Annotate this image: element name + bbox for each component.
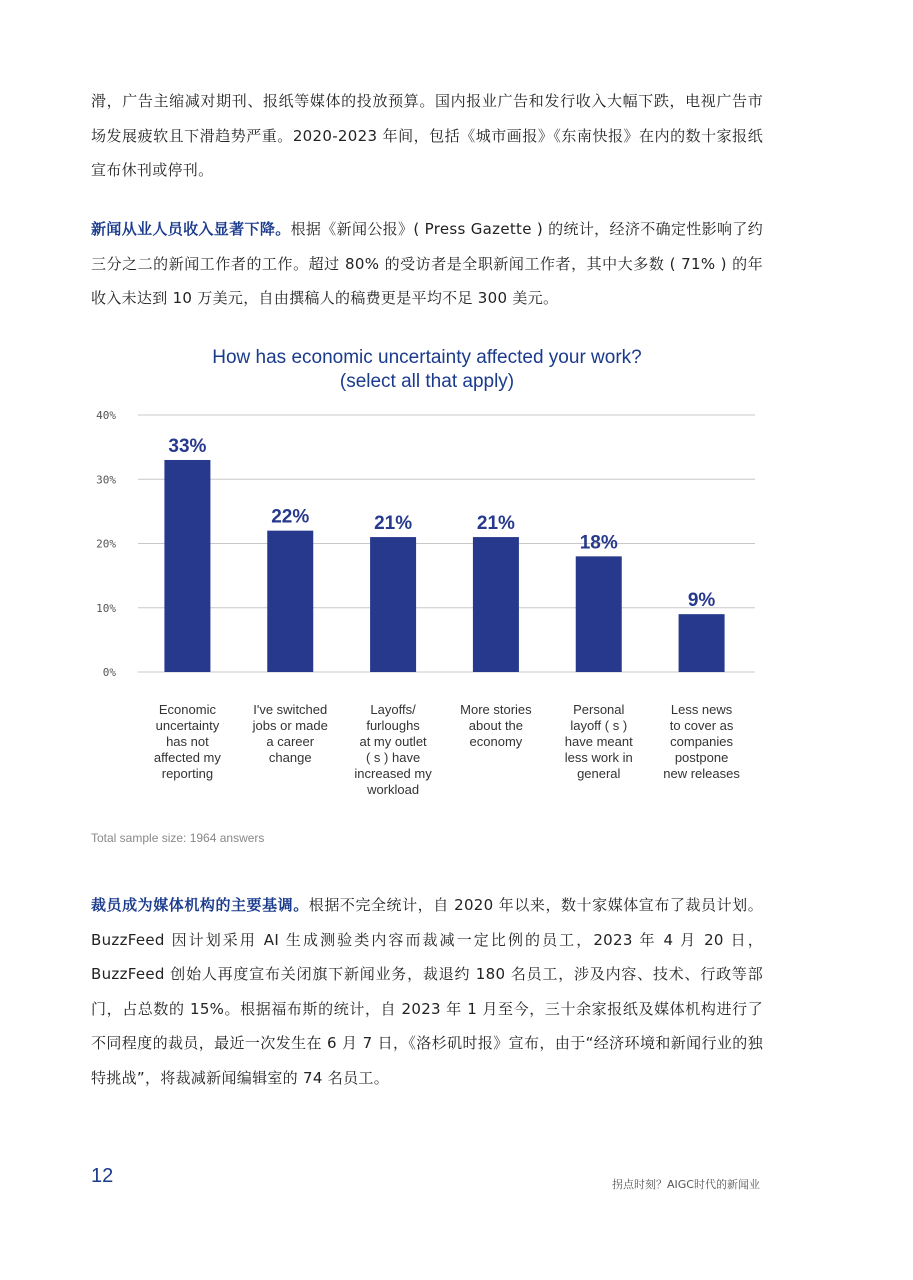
x-tick-label	[663, 702, 740, 781]
paragraph-3	[91, 888, 763, 1095]
x-tick-label-line: jobs or made	[252, 718, 328, 733]
x-tick-label-line: ( s ) have	[365, 750, 421, 765]
data-label: 21%	[476, 513, 515, 535]
y-tick-label: 30%	[96, 473, 116, 487]
paragraph-text: 根据不完全统计，自 2020 年以来，数十家媒体宣布了裁员计划。BuzzFeed 因计划采用 AI 生成测验类内容而裁减一定比例的员工，2023 年 4 月 20 日，BuzzFeed 创始人再度宣布关闭旗下新闻业务，裁退约 180 名员工，涉及内容、技术、行政等部门，占总数的 15%。根据福布斯的统计，自 2023 年 1 月至今，三十余家报纸及媒体机构进行了不同程度的裁员，最近一次发生在 6 月 7 日，《洛杉矶时报》宣布，由于“经济环境和新闻行业的独特挑战”，将裁减新闻编辑室的 74 名员工。	[91, 896, 763, 1087]
y-tick-label: 0%	[102, 666, 116, 679]
x-tick-label-line: companies	[670, 734, 734, 749]
x-tick-label-line: reporting	[161, 766, 214, 781]
x-tick-label-line: increased my	[354, 766, 432, 781]
paragraph-text: 根据《新闻公报》( Press Gazette ) 的统计，经济不确定性影响了约三分之二的新闻工作者的工作。超过 80% 的受访者是全职新闻工作者，其中大多数 ( 71% ) 的年收入未达到 10 万美元，自由撰稿人的稿费更是平均不足 300 美元。	[91, 220, 763, 307]
sample-size-note: Total sample size: 1964 answers	[91, 831, 265, 845]
paragraph-lead: 裁员成为媒体机构的主要基调。	[91, 896, 309, 914]
x-tick-label-line: to cover as	[669, 718, 734, 733]
bar	[370, 537, 416, 672]
paragraph-2	[91, 212, 763, 316]
paragraph-1	[91, 84, 763, 188]
x-tick-label-line: affected my	[153, 750, 221, 765]
x-tick-label	[565, 702, 633, 781]
page-number: 12	[91, 1165, 114, 1187]
chart-title	[91, 346, 763, 394]
x-tick-label-line: new releases	[663, 766, 740, 781]
data-label: 22%	[271, 506, 310, 528]
paragraph-text: 滑，广告主缩减对期刊、报纸等媒体的投放预算。国内报业广告和发行收入大幅下跌，电视广告市场发展疲软且下滑趋势严重。2020-2023 年间，包括《城市画报》《东南快报》在内的数十家报纸宣布休刊或停刊。	[91, 92, 763, 179]
data-label: 33%	[168, 435, 207, 457]
x-tick-label	[252, 702, 328, 765]
bar	[473, 537, 519, 672]
x-tick-label-line: Less news	[670, 702, 733, 717]
x-tick-label	[154, 702, 221, 781]
paragraph-lead: 新闻从业人员收入显著下降。	[91, 220, 291, 238]
x-tick-label	[354, 702, 432, 797]
footer-title: 拐点时刻？AIGC时代的新闻业	[612, 1178, 760, 1191]
x-tick-label-line: More stories	[460, 702, 532, 717]
x-tick-label-line: a career	[266, 734, 315, 749]
x-tick-label-line: have meant	[564, 734, 633, 749]
x-tick-label-line: furloughs	[366, 718, 420, 733]
y-tick-label: 40%	[96, 409, 116, 422]
x-tick-label-line: I've switched	[253, 702, 328, 717]
y-tick-label: 20%	[96, 537, 116, 551]
bar	[576, 556, 622, 672]
x-tick-label-line: has not	[166, 734, 209, 749]
data-label: 18%	[579, 532, 618, 554]
bar	[267, 531, 313, 672]
x-tick-label-line: general	[577, 766, 621, 781]
data-label: 9%	[687, 590, 716, 612]
x-tick-label-line: Economic	[158, 702, 216, 717]
bar	[164, 460, 210, 672]
x-tick-label-line: at my outlet	[359, 734, 427, 749]
x-tick-label-line: economy	[469, 734, 523, 749]
x-tick-label-line: less work in	[564, 750, 633, 765]
x-tick-label	[460, 702, 532, 749]
x-tick-label-line: Personal	[573, 702, 625, 717]
x-tick-label-line: about the	[468, 718, 524, 733]
data-label: 21%	[374, 513, 413, 535]
bar	[679, 614, 725, 672]
chart-title-line-2: (select all that apply)	[339, 371, 515, 392]
x-tick-label-line: postpone	[674, 750, 729, 765]
x-tick-label-line: uncertainty	[155, 718, 220, 733]
bar-chart	[60, 395, 760, 815]
x-tick-label-line: workload	[367, 782, 420, 797]
x-tick-label-line: change	[268, 750, 312, 765]
y-tick-label: 10%	[96, 601, 116, 615]
chart-title-line-1: How has economic uncertainty affected your work?	[212, 347, 642, 368]
x-tick-label-line: layoff ( s )	[570, 718, 628, 733]
x-tick-label-line: Layoffs/	[370, 702, 416, 717]
